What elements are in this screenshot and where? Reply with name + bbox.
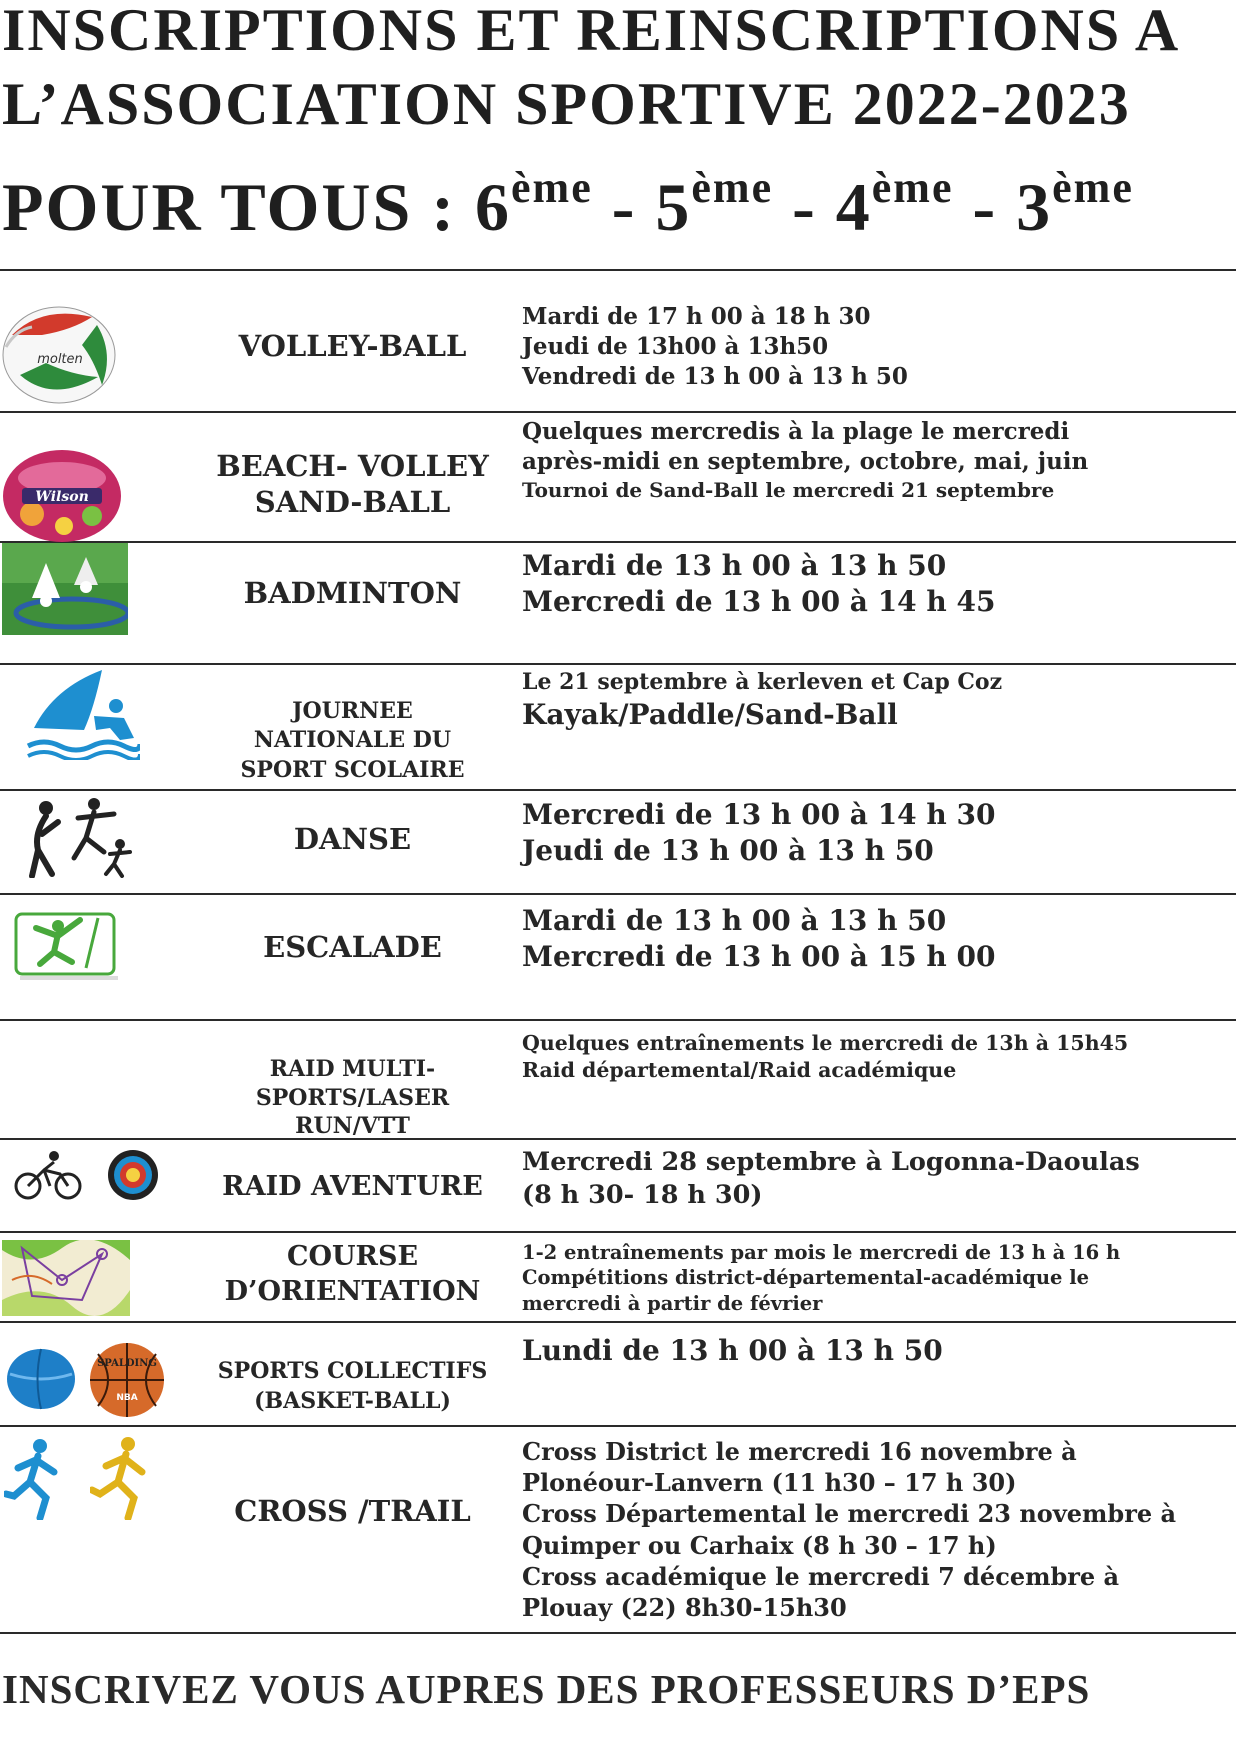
activity-name-line: RAID AVENTURE xyxy=(222,1171,483,1202)
activity-name-line: ESCALADE xyxy=(263,930,442,964)
activity-name-line: SPORTS/LASER xyxy=(255,1084,450,1111)
divider xyxy=(0,1231,1236,1233)
title-line-2: L’ASSOCIATION SPORTIVE 2022-2023 xyxy=(2,71,1131,137)
schedule-line: Jeudi de 13h00 à 13h50 xyxy=(522,332,829,360)
activity-schedule xyxy=(522,668,1234,733)
schedule-line: Lundi de 13 h 00 à 13 h 50 xyxy=(522,1334,943,1367)
windsurf-icon xyxy=(24,668,140,760)
activity-name xyxy=(180,929,525,965)
grade-separator: - xyxy=(773,169,836,245)
footer-note: INSCRIVEZ VOUS AUPRES DES PROFESSEURS D’EPS xyxy=(2,1666,1091,1712)
activity-name-line: DANSE xyxy=(293,822,412,856)
activity-name-line: JOURNEE xyxy=(292,698,413,724)
title-line-1: INSCRIPTIONS ET REINSCRIPTIONS A xyxy=(2,0,1181,63)
schedule-line: Mercredi de 13 h 00 à 14 h 45 xyxy=(522,585,996,619)
grade-3-suffix: ème xyxy=(1052,163,1134,212)
grades-line xyxy=(2,163,1134,247)
schedule-line: Vendredi de 13 h 00 à 13 h 50 xyxy=(522,362,908,390)
climbing-icon xyxy=(14,912,118,980)
activity-name-line: SPORTS COLLECTIFS xyxy=(217,1358,488,1384)
schedule-line: Quelques mercredis à la plage le mercredi xyxy=(522,418,1070,445)
activity-name-line: VOLLEY-BALL xyxy=(238,329,467,363)
activity-schedule xyxy=(522,417,1234,503)
grade-3: 3 xyxy=(1016,169,1053,245)
activity-schedule xyxy=(522,1030,1234,1083)
activity-name xyxy=(180,1493,525,1529)
activity-schedule xyxy=(522,1240,1234,1316)
schedule-line: Quimper ou Carhaix (8 h 30 – 17 h) xyxy=(522,1530,997,1560)
divider xyxy=(0,893,1236,895)
orienteering-map-icon xyxy=(2,1240,130,1316)
divider xyxy=(0,1425,1236,1427)
activity-name-line: RUN/VTT xyxy=(295,1113,410,1140)
schedule-line: Quelques entraînements le mercredi de 13h à 15h45 xyxy=(522,1031,1129,1055)
grade-6-suffix: ème xyxy=(511,163,593,212)
activity-schedule xyxy=(522,1333,1234,1369)
grade-separator: - xyxy=(953,169,1017,245)
ball-brand-label: Wilson xyxy=(35,489,89,505)
beach-volleyball-icon xyxy=(2,448,122,544)
handball-icon xyxy=(6,1348,76,1410)
grades-prefix: POUR TOUS : xyxy=(2,169,476,245)
schedule-line: 1-2 entraînements par mois le mercredi de 13 h à 16 h xyxy=(522,1241,1121,1264)
divider xyxy=(0,663,1236,665)
schedule-line: Compétitions district-départemental-académique le xyxy=(522,1266,1090,1290)
grade-4: 4 xyxy=(835,169,872,245)
schedule-line: Le 21 septembre à kerleven et Cap Coz xyxy=(522,669,1003,695)
activity-name-line: BEACH- VOLLEY xyxy=(216,449,489,483)
ball-brand-label: SPALDING xyxy=(97,1358,157,1369)
activity-name xyxy=(180,821,525,857)
schedule-line: (8 h 30- 18 h 30) xyxy=(522,1180,763,1211)
grade-separator: - xyxy=(592,169,656,245)
schedule-line: Cross académique le mercredi 7 décembre à xyxy=(522,1561,1120,1591)
schedule-line: Mercredi 28 septembre à Logonna-Daoulas xyxy=(522,1147,1140,1177)
activity-name xyxy=(180,1055,525,1141)
basketball-icon xyxy=(88,1342,166,1418)
divider xyxy=(0,789,1236,791)
activity-name-line: COURSE xyxy=(286,1241,419,1272)
activity-schedule xyxy=(522,797,1234,870)
activity-name xyxy=(180,575,525,611)
activity-name xyxy=(180,328,525,364)
schedule-line: Mercredi de 13 h 00 à 14 h 30 xyxy=(522,798,996,831)
divider xyxy=(0,541,1236,543)
cycling-icon xyxy=(14,1148,84,1202)
activity-name xyxy=(180,1357,525,1417)
activity-name-line: SAND-BALL xyxy=(254,485,451,520)
activity-name-line: BADMINTON xyxy=(243,576,462,610)
activity-name-line: RAID MULTI- xyxy=(269,1056,436,1082)
activity-name-line: NATIONALE DU xyxy=(253,727,452,754)
schedule-line: après-midi en septembre, octobre, mai, juin xyxy=(522,447,1089,475)
dancers-icon xyxy=(24,794,134,878)
activity-schedule xyxy=(522,302,1234,392)
badminton-icon xyxy=(2,543,128,635)
runner-icon xyxy=(90,1436,150,1520)
schedule-line: Plouay (22) 8h30-15h30 xyxy=(522,1592,847,1622)
schedule-line: Mardi de 17 h 00 à 18 h 30 xyxy=(522,303,871,330)
activity-name xyxy=(180,1240,525,1309)
schedule-line: mercredi à partir de février xyxy=(522,1291,823,1315)
divider xyxy=(0,1321,1236,1323)
schedule-line: Cross Départemental le mercredi 23 novembre à xyxy=(522,1499,1177,1529)
schedule-line: Raid départemental/Raid académique xyxy=(522,1057,957,1082)
schedule-line: Kayak/Paddle/Sand-Ball xyxy=(522,697,898,731)
activity-schedule xyxy=(522,548,1234,621)
schedule-line: Tournoi de Sand-Ball le mercredi 21 septembre xyxy=(522,477,1055,502)
activity-name xyxy=(180,697,525,785)
schedule-line: Mardi de 13 h 00 à 13 h 50 xyxy=(522,549,947,582)
runner-icon xyxy=(4,1438,64,1520)
grade-5: 5 xyxy=(655,169,692,245)
activity-name xyxy=(180,1170,525,1204)
schedule-line: Jeudi de 13 h 00 à 13 h 50 xyxy=(522,834,934,868)
ball-league-label: NBA xyxy=(116,1393,138,1403)
ball-brand-label: molten xyxy=(37,352,83,367)
grade-6: 6 xyxy=(475,169,512,245)
activity-name xyxy=(180,448,525,521)
schedule-line: Mercredi de 13 h 00 à 15 h 00 xyxy=(522,940,996,974)
divider xyxy=(0,411,1236,413)
schedule-line: Cross District le mercredi 16 novembre à xyxy=(522,1437,1077,1466)
activity-name-line: SPORT SCOLAIRE xyxy=(240,756,465,783)
activity-name-line: (BASKET-BALL) xyxy=(254,1387,451,1414)
divider xyxy=(0,269,1236,271)
activity-name-line: CROSS /TRAIL xyxy=(234,1494,471,1528)
archery-target-icon xyxy=(106,1148,160,1202)
activity-name-line: D’ORIENTATION xyxy=(224,1275,481,1307)
activity-schedule xyxy=(522,1146,1234,1212)
activity-schedule xyxy=(522,903,1234,976)
activity-schedule xyxy=(522,1436,1234,1623)
divider xyxy=(0,1019,1236,1021)
volleyball-icon xyxy=(2,305,116,405)
grade-4-suffix: ème xyxy=(871,163,954,212)
grade-5-suffix: ème xyxy=(691,163,774,212)
schedule-line: Mardi de 13 h 00 à 13 h 50 xyxy=(522,904,947,937)
schedule-line: Plonéour-Lanvern (11 h30 – 17 h 30) xyxy=(522,1468,1017,1498)
divider xyxy=(0,1632,1236,1634)
